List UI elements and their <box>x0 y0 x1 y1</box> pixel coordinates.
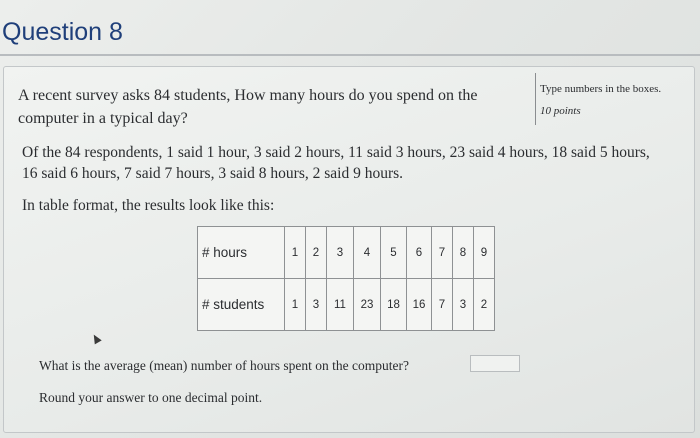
hours-cell: 7 <box>432 227 453 279</box>
points-text: 10 points <box>540 105 581 117</box>
hours-cell: 4 <box>354 227 381 279</box>
hours-cell: 2 <box>306 227 327 279</box>
respondents-text <box>22 142 682 184</box>
hours-cell: 9 <box>474 227 495 279</box>
students-header: # students <box>198 279 285 331</box>
table-intro: In table format, the results look like this: <box>22 197 275 214</box>
question-line-2: computer in a typical day? <box>18 110 188 127</box>
students-cell: 2 <box>474 279 495 331</box>
students-cell: 7 <box>432 279 453 331</box>
students-cell: 23 <box>354 279 381 331</box>
students-cell: 3 <box>306 279 327 331</box>
students-row <box>198 279 495 331</box>
results-table <box>197 226 495 331</box>
title-divider <box>0 54 700 56</box>
answer-input[interactable] <box>470 355 520 372</box>
question-text <box>18 84 518 130</box>
hours-cell: 1 <box>285 227 306 279</box>
ask-text: What is the average (mean) number of hours spent on the computer? <box>39 358 409 373</box>
hours-cell: 8 <box>453 227 474 279</box>
hours-cell: 6 <box>407 227 432 279</box>
students-cell: 18 <box>381 279 407 331</box>
hours-header: # hours <box>198 227 285 279</box>
students-cell: 16 <box>407 279 432 331</box>
question-info <box>535 73 661 125</box>
instruction-text: Type numbers in the boxes. <box>540 83 662 95</box>
respondents-line-1: Of the 84 respondents, 1 said 1 hour, 3 said 2 hours, 11 said 3 hours, 23 said 4 hours, 18 said 5 hours, <box>22 144 650 161</box>
students-cell: 1 <box>285 279 306 331</box>
hours-cell: 5 <box>381 227 407 279</box>
hours-row <box>198 227 495 279</box>
students-cell: 11 <box>327 279 354 331</box>
hours-cell: 3 <box>327 227 354 279</box>
question-title: Question 8 <box>2 18 123 46</box>
students-cell: 3 <box>453 279 474 331</box>
question-line-1: A recent survey asks 84 students, How many hours do you spend on the <box>18 87 478 104</box>
round-instruction: Round your answer to one decimal point. <box>39 390 263 405</box>
respondents-line-2: 16 said 6 hours, 7 said 7 hours, 3 said 8 hours, 2 said 9 hours. <box>22 165 404 182</box>
